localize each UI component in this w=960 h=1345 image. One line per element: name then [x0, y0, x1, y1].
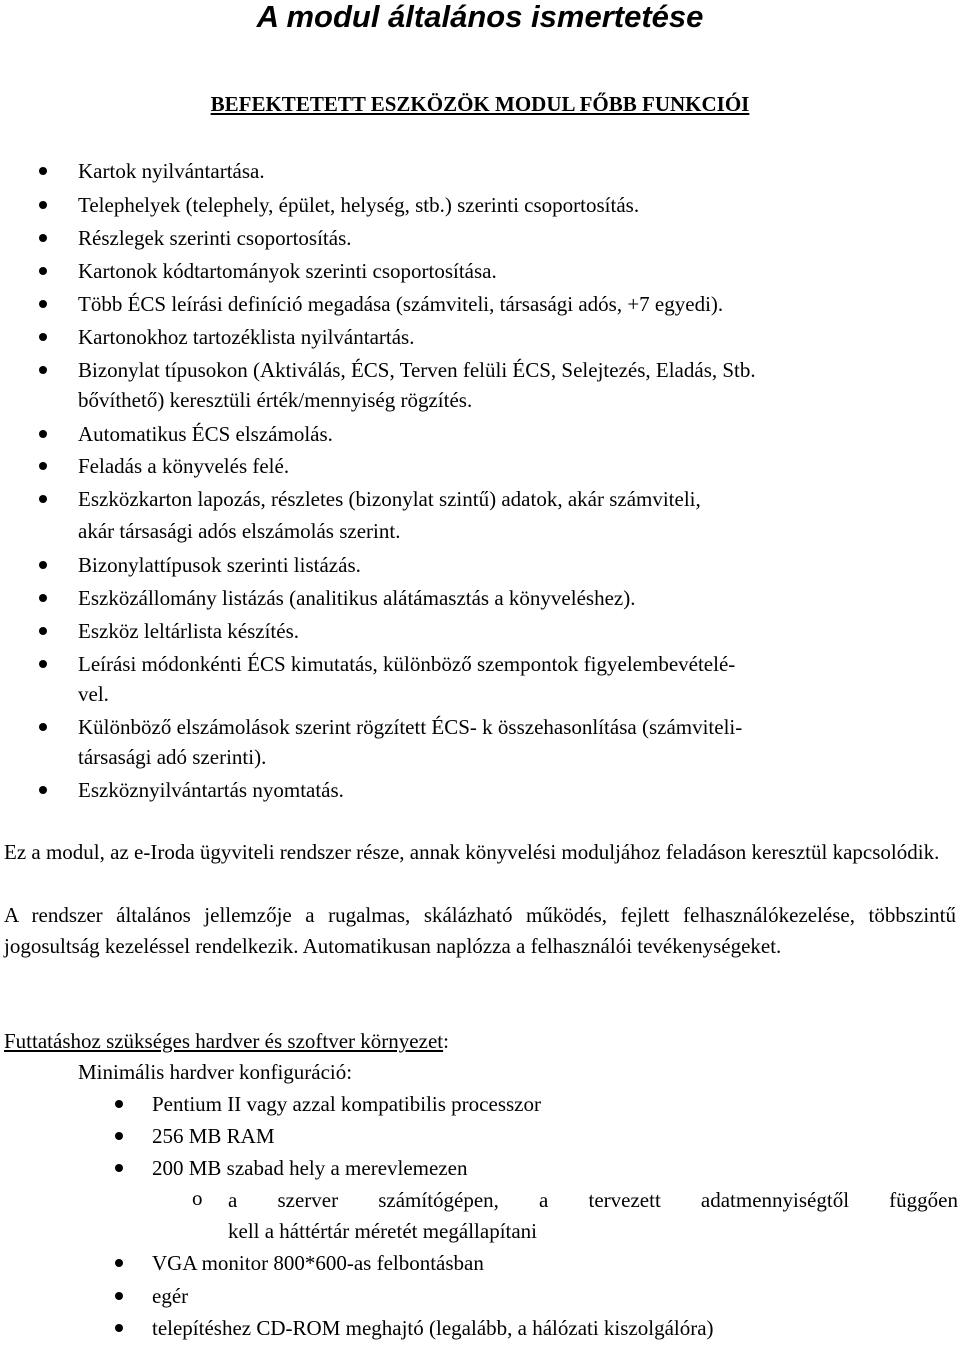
bullet-icon [39, 627, 47, 635]
section-subtitle: BEFEKTETETT ESZKÖZÖK MODUL FŐBB FUNKCIÓI [210, 92, 750, 116]
hardware-text: VGA monitor 800*600-as felbontásban [152, 1251, 484, 1275]
feature-text: Leírási módonkénti ÉCS kimutatás, különböző szempontok figyelembevételé- [78, 652, 736, 676]
feature-text: Eszközkarton lapozás, részletes (bizonylat szintű) adatok, akár számviteli, [78, 487, 701, 511]
bullet-icon [39, 786, 47, 794]
bullet-icon [115, 1132, 123, 1140]
min-hardware-label: Minimális hardver konfiguráció: [78, 1060, 353, 1084]
feature-text: Kartonok kódtartományok szerinti csoportosítása. [78, 259, 497, 283]
bullet-icon [39, 430, 47, 438]
feature-text: Kartok nyilvántartása. [78, 159, 265, 183]
hardware-subtext: a szerver számítógépen, a tervezett adatmennyiségtől függően [228, 1188, 958, 1212]
feature-text: Bizonylattípusok szerinti listázás. [78, 553, 361, 577]
bullet-icon [39, 267, 47, 275]
hardware-subtext-cont: kell a háttértár méretét megállapítani [228, 1219, 538, 1243]
bullet-icon [39, 594, 47, 602]
bullet-icon [115, 1324, 123, 1332]
bullet-icon [39, 462, 47, 470]
feature-text-cont: társasági adó szerinti). [78, 745, 267, 769]
page-title: A modul általános ismertetése [256, 0, 704, 34]
bullet-icon [39, 234, 47, 242]
requirements-heading: Futtatáshoz szükséges hardver és szoftver környezet: [4, 1029, 449, 1053]
bullet-icon [39, 561, 47, 569]
hardware-text: 256 MB RAM [152, 1124, 275, 1148]
feature-text: Telephelyek (telephely, épület, helység, stb.) szerinti csoportosítás. [78, 193, 640, 217]
bullet-icon [39, 300, 47, 308]
feature-text: Automatikus ÉCS elszámolás. [78, 422, 333, 446]
hardware-text: egér [152, 1284, 189, 1308]
hardware-text: Pentium II vagy azzal kompatibilis processzor [152, 1092, 541, 1116]
bullet-icon [39, 167, 47, 175]
bullet-icon [115, 1292, 123, 1300]
hardware-text: telepítéshez CD-ROM meghajtó (legalább, a hálózati kiszolgálóra) [152, 1316, 714, 1340]
system-paragraph: A rendszer általános jellemzője a rugalmas, skálázható működés, fejlett felhasználókezelése, többszintű jogosultság kezeléssel rendelkezik. Automatikusan naplózza a felhasználói tevékenységeket. [4, 903, 956, 958]
feature-text: Részlegek szerinti csoportosítás. [78, 226, 352, 250]
feature-text: Bizonylat típusokon (Aktiválás, ÉCS, Terven felüli ÉCS, Selejtezés, Eladás, Stb. [78, 358, 756, 382]
bullet-icon [39, 366, 47, 374]
feature-text: Eszközállomány listázás (analitikus alátámasztás a könyveléshez). [78, 586, 636, 610]
bullet-icon [39, 495, 47, 503]
feature-text: Több ÉCS leírási definíció megadása (számviteli, társasági adós, +7 egyedi). [78, 292, 724, 316]
circle-bullet-icon: o [192, 1186, 203, 1210]
feature-text: Kartonokhoz tartozéklista nyilvántartás. [78, 325, 415, 349]
intro-paragraph: Ez a modul, az e-Iroda ügyviteli rendszer része, annak könyvelési moduljához feladáson keresztül kapcsolódik. [4, 840, 940, 864]
bullet-icon [39, 333, 47, 341]
bullet-icon [115, 1100, 123, 1108]
bullet-icon [39, 660, 47, 668]
bullet-icon [115, 1259, 123, 1267]
feature-text: Különböző elszámolások szerint rögzített ÉCS- k összehasonlítása (számviteli- [78, 715, 743, 739]
feature-text: Eszköznyilvántartás nyomtatás. [78, 778, 344, 802]
feature-text: Feladás a könyvelés felé. [78, 454, 290, 478]
hardware-text: 200 MB szabad hely a merevlemezen [152, 1156, 468, 1180]
feature-text-cont: vel. [78, 682, 109, 706]
bullet-icon [39, 723, 47, 731]
bullet-icon [39, 201, 47, 209]
feature-text: Eszköz leltárlista készítés. [78, 619, 300, 643]
bullet-icon [115, 1164, 123, 1172]
feature-text-cont: akár társasági adós elszámolás szerint. [78, 519, 401, 543]
feature-text-cont: bővíthető) keresztüli érték/mennyiség rögzítés. [78, 388, 473, 412]
